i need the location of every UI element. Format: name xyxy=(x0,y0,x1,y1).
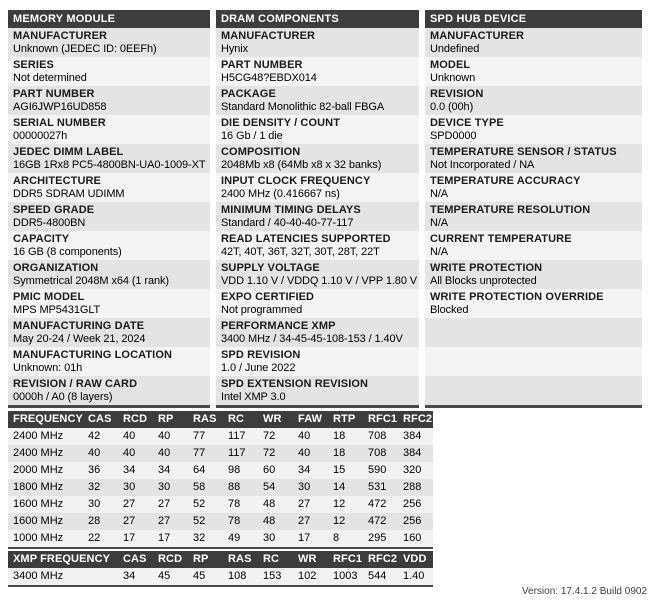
field-label: SERIES xyxy=(13,59,54,71)
field-value: N/A xyxy=(430,217,449,229)
jedec-table-cell: 288 xyxy=(403,481,422,493)
xmp-table-header-cell: RFC1 xyxy=(333,553,363,565)
jedec-table-cell: 78 xyxy=(228,498,241,510)
field-label: MANUFACTURER xyxy=(221,30,316,42)
field-value: 2400 MHz (0.416667 ns) xyxy=(221,188,340,200)
field-label: SERIAL NUMBER xyxy=(13,117,106,129)
version-label: Version: 17.4.1.2 Build 0902 xyxy=(521,586,647,597)
field-value: Symmetrical 2048M x64 (1 rank) xyxy=(13,275,169,287)
xmp-table-header-cell: RFC2 xyxy=(368,553,398,565)
field-label: PMIC MODEL xyxy=(13,291,85,303)
jedec-table-cell: 72 xyxy=(263,447,276,459)
jedec-table-cell: 78 xyxy=(228,515,241,527)
field-row xyxy=(216,28,419,57)
xmp-table-cell: 45 xyxy=(158,570,171,582)
jedec-table-cell: 30 xyxy=(88,498,101,510)
jedec-table-row xyxy=(8,530,433,547)
jedec-table-header-cell: FREQUENCY xyxy=(13,413,83,425)
jedec-table-header-cell: RFC1 xyxy=(368,413,398,425)
field-label: COMPOSITION xyxy=(221,146,301,158)
jedec-table-cell: 472 xyxy=(368,515,387,527)
jedec-table-row xyxy=(8,445,433,462)
jedec-table-cell: 77 xyxy=(193,447,206,459)
jedec-table-cell: 40 xyxy=(158,447,171,459)
field-row xyxy=(425,231,642,260)
field-row xyxy=(8,86,210,115)
jedec-table-cell: 1600 MHz xyxy=(13,498,64,510)
xmp-table-header-cell: RP xyxy=(193,553,209,565)
jedec-table-cell: 160 xyxy=(403,532,422,544)
panel-header: SPD HUB DEVICE xyxy=(425,10,642,28)
field-row xyxy=(216,173,419,202)
jedec-table-cell: 72 xyxy=(263,430,276,442)
jedec-table-cell: 27 xyxy=(298,515,311,527)
xmp-table-cell: 3400 MHz xyxy=(13,570,64,582)
jedec-table-cell: 30 xyxy=(158,481,171,493)
field-row xyxy=(216,231,419,260)
field-label: MANUFACTURER xyxy=(430,30,525,42)
field-row xyxy=(425,289,642,318)
field-label: SPD REVISION xyxy=(221,349,301,361)
jedec-table-cell: 384 xyxy=(403,447,422,459)
jedec-table-cell: 32 xyxy=(193,532,206,544)
jedec-table-cell: 27 xyxy=(298,498,311,510)
jedec-table-row xyxy=(8,479,433,496)
jedec-table-cell: 1600 MHz xyxy=(13,515,64,527)
xmp-table-cell: 108 xyxy=(228,570,247,582)
jedec-table-header-cell: RAS xyxy=(193,413,217,425)
field-row xyxy=(425,28,642,57)
field-row xyxy=(216,347,419,376)
field-row xyxy=(425,260,642,289)
field-label: PART NUMBER xyxy=(221,59,303,71)
jedec-table-cell: 28 xyxy=(88,515,101,527)
field-value: 2048Mb x8 (64Mb x8 x 32 banks) xyxy=(221,159,382,171)
field-label: TEMPERATURE ACCURACY xyxy=(430,175,581,187)
field-label: SPD EXTENSION REVISION xyxy=(221,378,369,390)
jedec-table-cell: 12 xyxy=(333,515,346,527)
panel-spd-hub-device xyxy=(425,10,642,408)
jedec-table-cell: 22 xyxy=(88,532,101,544)
field-label: DIE DENSITY / COUNT xyxy=(221,117,341,129)
field-value: Unknown: 01h xyxy=(13,362,83,374)
jedec-table-cell: 48 xyxy=(263,515,276,527)
field-value: 0000h / A0 (8 layers) xyxy=(13,391,113,403)
jedec-table-cell: 17 xyxy=(298,532,311,544)
field-label: TEMPERATURE SENSOR / STATUS xyxy=(430,146,617,158)
xmp-table-header-cell: RCD xyxy=(158,553,183,565)
jedec-table-cell: 77 xyxy=(193,430,206,442)
jedec-table-cell: 58 xyxy=(193,481,206,493)
field-row xyxy=(216,115,419,144)
field-label: EXPO CERTIFIED xyxy=(221,291,315,303)
field-label: REVISION / RAW CARD xyxy=(13,378,138,390)
field-value: May 20-24 / Week 21, 2024 xyxy=(13,333,146,345)
jedec-table-cell: 30 xyxy=(263,532,276,544)
field-label: JEDEC DIMM LABEL xyxy=(13,146,124,158)
jedec-table-header-cell: RCD xyxy=(123,413,148,425)
xmp-table-header-cell: WR xyxy=(298,553,317,565)
field-row xyxy=(216,289,419,318)
jedec-table-cell: 256 xyxy=(403,515,422,527)
field-row xyxy=(425,57,642,86)
jedec-table-header-cell: RFC2 xyxy=(403,413,433,425)
field-value: Standard / 40-40-40-77-117 xyxy=(221,217,354,229)
field-label: DEVICE TYPE xyxy=(430,117,504,129)
jedec-table-cell: 18 xyxy=(333,430,346,442)
jedec-table-row xyxy=(8,462,433,479)
jedec-table-cell: 30 xyxy=(123,481,136,493)
jedec-table-cell: 88 xyxy=(228,481,241,493)
field-row xyxy=(8,318,210,347)
field-label: PERFORMANCE XMP xyxy=(221,320,336,332)
jedec-table-cell: 40 xyxy=(123,447,136,459)
jedec-table-cell: 2400 MHz xyxy=(13,447,64,459)
field-row xyxy=(8,173,210,202)
info-columns xyxy=(8,10,642,408)
jedec-table-cell: 40 xyxy=(298,447,311,459)
jedec-table-header-cell: FAW xyxy=(298,413,323,425)
field-row xyxy=(8,202,210,231)
jedec-table-cell: 48 xyxy=(263,498,276,510)
jedec-table-cell: 27 xyxy=(123,515,136,527)
field-row xyxy=(425,347,642,376)
jedec-table-cell: 40 xyxy=(298,430,311,442)
field-row xyxy=(8,289,210,318)
jedec-table-cell: 1800 MHz xyxy=(13,481,64,493)
jedec-table-cell: 1000 MHz xyxy=(13,532,64,544)
panel-memory-module xyxy=(8,10,210,408)
jedec-table-cell: 2000 MHz xyxy=(13,464,64,476)
field-label: SPEED GRADE xyxy=(13,204,95,216)
field-value: 3400 MHz / 34-45-45-108-153 / 1.40V xyxy=(221,333,403,345)
field-value: 16 Gb / 1 die xyxy=(221,130,283,142)
field-value: All Blocks unprotected xyxy=(430,275,537,287)
field-label: PART NUMBER xyxy=(13,88,95,100)
field-row xyxy=(425,202,642,231)
xmp-table-cell: 45 xyxy=(193,570,206,582)
xmp-table-cell: 34 xyxy=(123,570,136,582)
field-value: 16 GB (8 components) xyxy=(13,246,122,258)
jedec-table-cell: 52 xyxy=(193,498,206,510)
xmp-table-header-cell: CAS xyxy=(123,553,147,565)
field-value: Not programmed xyxy=(221,304,303,316)
jedec-table-header-cell: RC xyxy=(228,413,245,425)
jedec-table-cell: 34 xyxy=(123,464,136,476)
field-row xyxy=(8,28,210,57)
field-label: SUPPLY VOLTAGE xyxy=(221,262,320,274)
jedec-table-cell: 34 xyxy=(298,464,311,476)
field-value: Not Incorporated / NA xyxy=(430,159,535,171)
xmp-table-header-cell: RC xyxy=(263,553,280,565)
field-value: 42T, 40T, 36T, 32T, 30T, 28T, 22T xyxy=(221,246,380,258)
field-value: SPD0000 xyxy=(430,130,477,142)
field-value: 0.0 (00h) xyxy=(430,101,474,113)
field-label: ARCHITECTURE xyxy=(13,175,101,187)
field-label: MANUFACTURING LOCATION xyxy=(13,349,173,361)
jedec-table-row xyxy=(8,428,433,445)
jedec-table-header-cell: RTP xyxy=(333,413,356,425)
jedec-table-cell: 14 xyxy=(333,481,346,493)
field-value: Blocked xyxy=(430,304,469,316)
field-label: MANUFACTURER xyxy=(13,30,108,42)
xmp-table-cell: 153 xyxy=(263,570,282,582)
field-value: AGI6JWP16UD858 xyxy=(13,101,107,113)
field-value: Standard Monolithic 82-ball FBGA xyxy=(221,101,385,113)
xmp-table-cell: 1.40 xyxy=(403,570,425,582)
field-label: PACKAGE xyxy=(221,88,276,100)
field-row xyxy=(8,231,210,260)
field-row xyxy=(425,144,642,173)
jedec-table-cell: 12 xyxy=(333,498,346,510)
jedec-table-cell: 472 xyxy=(368,498,387,510)
field-row xyxy=(8,376,210,405)
field-label: CAPACITY xyxy=(13,233,70,245)
xmp-table-header-cell: XMP FREQUENCY xyxy=(13,553,111,565)
xmp-table-cell: 544 xyxy=(368,570,387,582)
field-value: VDD 1.10 V / VDDQ 1.10 V / VPP 1.80 V xyxy=(221,275,418,287)
field-label: WRITE PROTECTION OVERRIDE xyxy=(430,291,604,303)
field-row xyxy=(216,260,419,289)
field-row xyxy=(8,115,210,144)
jedec-table-cell: 320 xyxy=(403,464,422,476)
jedec-table-cell: 117 xyxy=(228,447,246,459)
field-row xyxy=(216,57,419,86)
jedec-table-cell: 117 xyxy=(228,430,246,442)
jedec-table-cell: 531 xyxy=(368,481,387,493)
jedec-table-cell: 52 xyxy=(193,515,206,527)
jedec-table-header-cell: WR xyxy=(263,413,282,425)
jedec-table-cell: 27 xyxy=(123,498,136,510)
jedec-table-cell: 17 xyxy=(123,532,136,544)
field-row xyxy=(216,86,419,115)
jedec-table-cell: 36 xyxy=(88,464,101,476)
field-value: DDR5-4800BN xyxy=(13,217,86,229)
jedec-table-cell: 295 xyxy=(368,532,387,544)
jedec-table-header-cell: RP xyxy=(158,413,174,425)
field-row xyxy=(425,376,642,405)
jedec-table-cell: 40 xyxy=(158,430,171,442)
field-label: READ LATENCIES SUPPORTED xyxy=(221,233,391,245)
field-row xyxy=(8,144,210,173)
jedec-table-header-row xyxy=(8,411,433,428)
field-row xyxy=(8,57,210,86)
field-label: MODEL xyxy=(430,59,471,71)
field-label: CURRENT TEMPERATURE xyxy=(430,233,572,245)
jedec-table-cell: 40 xyxy=(88,447,101,459)
field-label: WRITE PROTECTION xyxy=(430,262,543,274)
field-label: ORGANIZATION xyxy=(13,262,99,274)
jedec-table-cell: 64 xyxy=(193,464,206,476)
jedec-table-cell: 98 xyxy=(228,464,241,476)
jedec-frequency-table xyxy=(8,411,433,549)
field-label: TEMPERATURE RESOLUTION xyxy=(430,204,591,216)
field-row xyxy=(216,376,419,405)
panel-header: MEMORY MODULE xyxy=(8,10,210,28)
jedec-table-cell: 60 xyxy=(263,464,276,476)
jedec-table-row xyxy=(8,513,433,530)
field-value: Unknown (JEDEC ID: 0EEFh) xyxy=(13,43,157,55)
jedec-table-cell: 18 xyxy=(333,447,346,459)
jedec-table-cell: 708 xyxy=(368,430,387,442)
field-value: Unknown xyxy=(430,72,476,84)
jedec-table-cell: 34 xyxy=(158,464,171,476)
field-value: Intel XMP 3.0 xyxy=(221,391,286,403)
field-row xyxy=(425,173,642,202)
jedec-table-cell: 49 xyxy=(228,532,241,544)
field-row xyxy=(216,202,419,231)
field-value: N/A xyxy=(430,188,449,200)
jedec-table-header-cell: CAS xyxy=(88,413,112,425)
jedec-table-cell: 590 xyxy=(368,464,387,476)
jedec-table-cell: 32 xyxy=(88,481,101,493)
jedec-table-cell: 54 xyxy=(263,481,276,493)
jedec-table-cell: 30 xyxy=(298,481,311,493)
xmp-table-header-row xyxy=(8,551,433,568)
field-row xyxy=(425,86,642,115)
field-value: Not determined xyxy=(13,72,87,84)
jedec-table-cell: 15 xyxy=(333,464,346,476)
jedec-table-cell: 2400 MHz xyxy=(13,430,64,442)
field-row xyxy=(425,318,642,347)
field-row xyxy=(216,144,419,173)
field-value: Hynix xyxy=(221,43,249,55)
field-value: 1.0 / June 2022 xyxy=(221,362,296,374)
field-value: H5CG48?EBDX014 xyxy=(221,72,317,84)
field-value: 16GB 1Rx8 PC5-4800BN-UA0-1009-XT xyxy=(13,159,206,171)
xmp-table-header-cell: VDD xyxy=(403,553,427,565)
field-row xyxy=(425,115,642,144)
jedec-table-cell: 708 xyxy=(368,447,387,459)
panel-header: DRAM COMPONENTS xyxy=(216,10,419,28)
jedec-table-cell: 40 xyxy=(123,430,136,442)
xmp-table-cell: 102 xyxy=(298,570,317,582)
field-value: N/A xyxy=(430,246,449,258)
field-value: 00000027h xyxy=(13,130,68,142)
jedec-table-cell: 17 xyxy=(158,532,171,544)
jedec-table-row xyxy=(8,496,433,513)
field-row xyxy=(8,260,210,289)
field-label: MANUFACTURING DATE xyxy=(13,320,145,332)
xmp-table-cell: 1003 xyxy=(333,570,358,582)
field-label: MINIMUM TIMING DELAYS xyxy=(221,204,361,216)
field-value: MPS MP5431GLT xyxy=(13,304,101,316)
jedec-table-cell: 27 xyxy=(158,498,171,510)
field-value: DDR5 SDRAM UDIMM xyxy=(13,188,125,200)
field-label: INPUT CLOCK FREQUENCY xyxy=(221,175,371,187)
xmp-frequency-table xyxy=(8,551,433,587)
jedec-table-cell: 256 xyxy=(403,498,422,510)
jedec-table-cell: 8 xyxy=(333,532,340,544)
field-row xyxy=(8,347,210,376)
xmp-table-row xyxy=(8,568,433,585)
panel-dram-components xyxy=(216,10,419,408)
field-row xyxy=(216,318,419,347)
field-label: REVISION xyxy=(430,88,484,100)
jedec-table-cell: 42 xyxy=(88,430,101,442)
xmp-table-header-cell: RAS xyxy=(228,553,252,565)
jedec-table-cell: 27 xyxy=(158,515,171,527)
jedec-table-cell: 384 xyxy=(403,430,422,442)
field-value: Undefined xyxy=(430,43,480,55)
